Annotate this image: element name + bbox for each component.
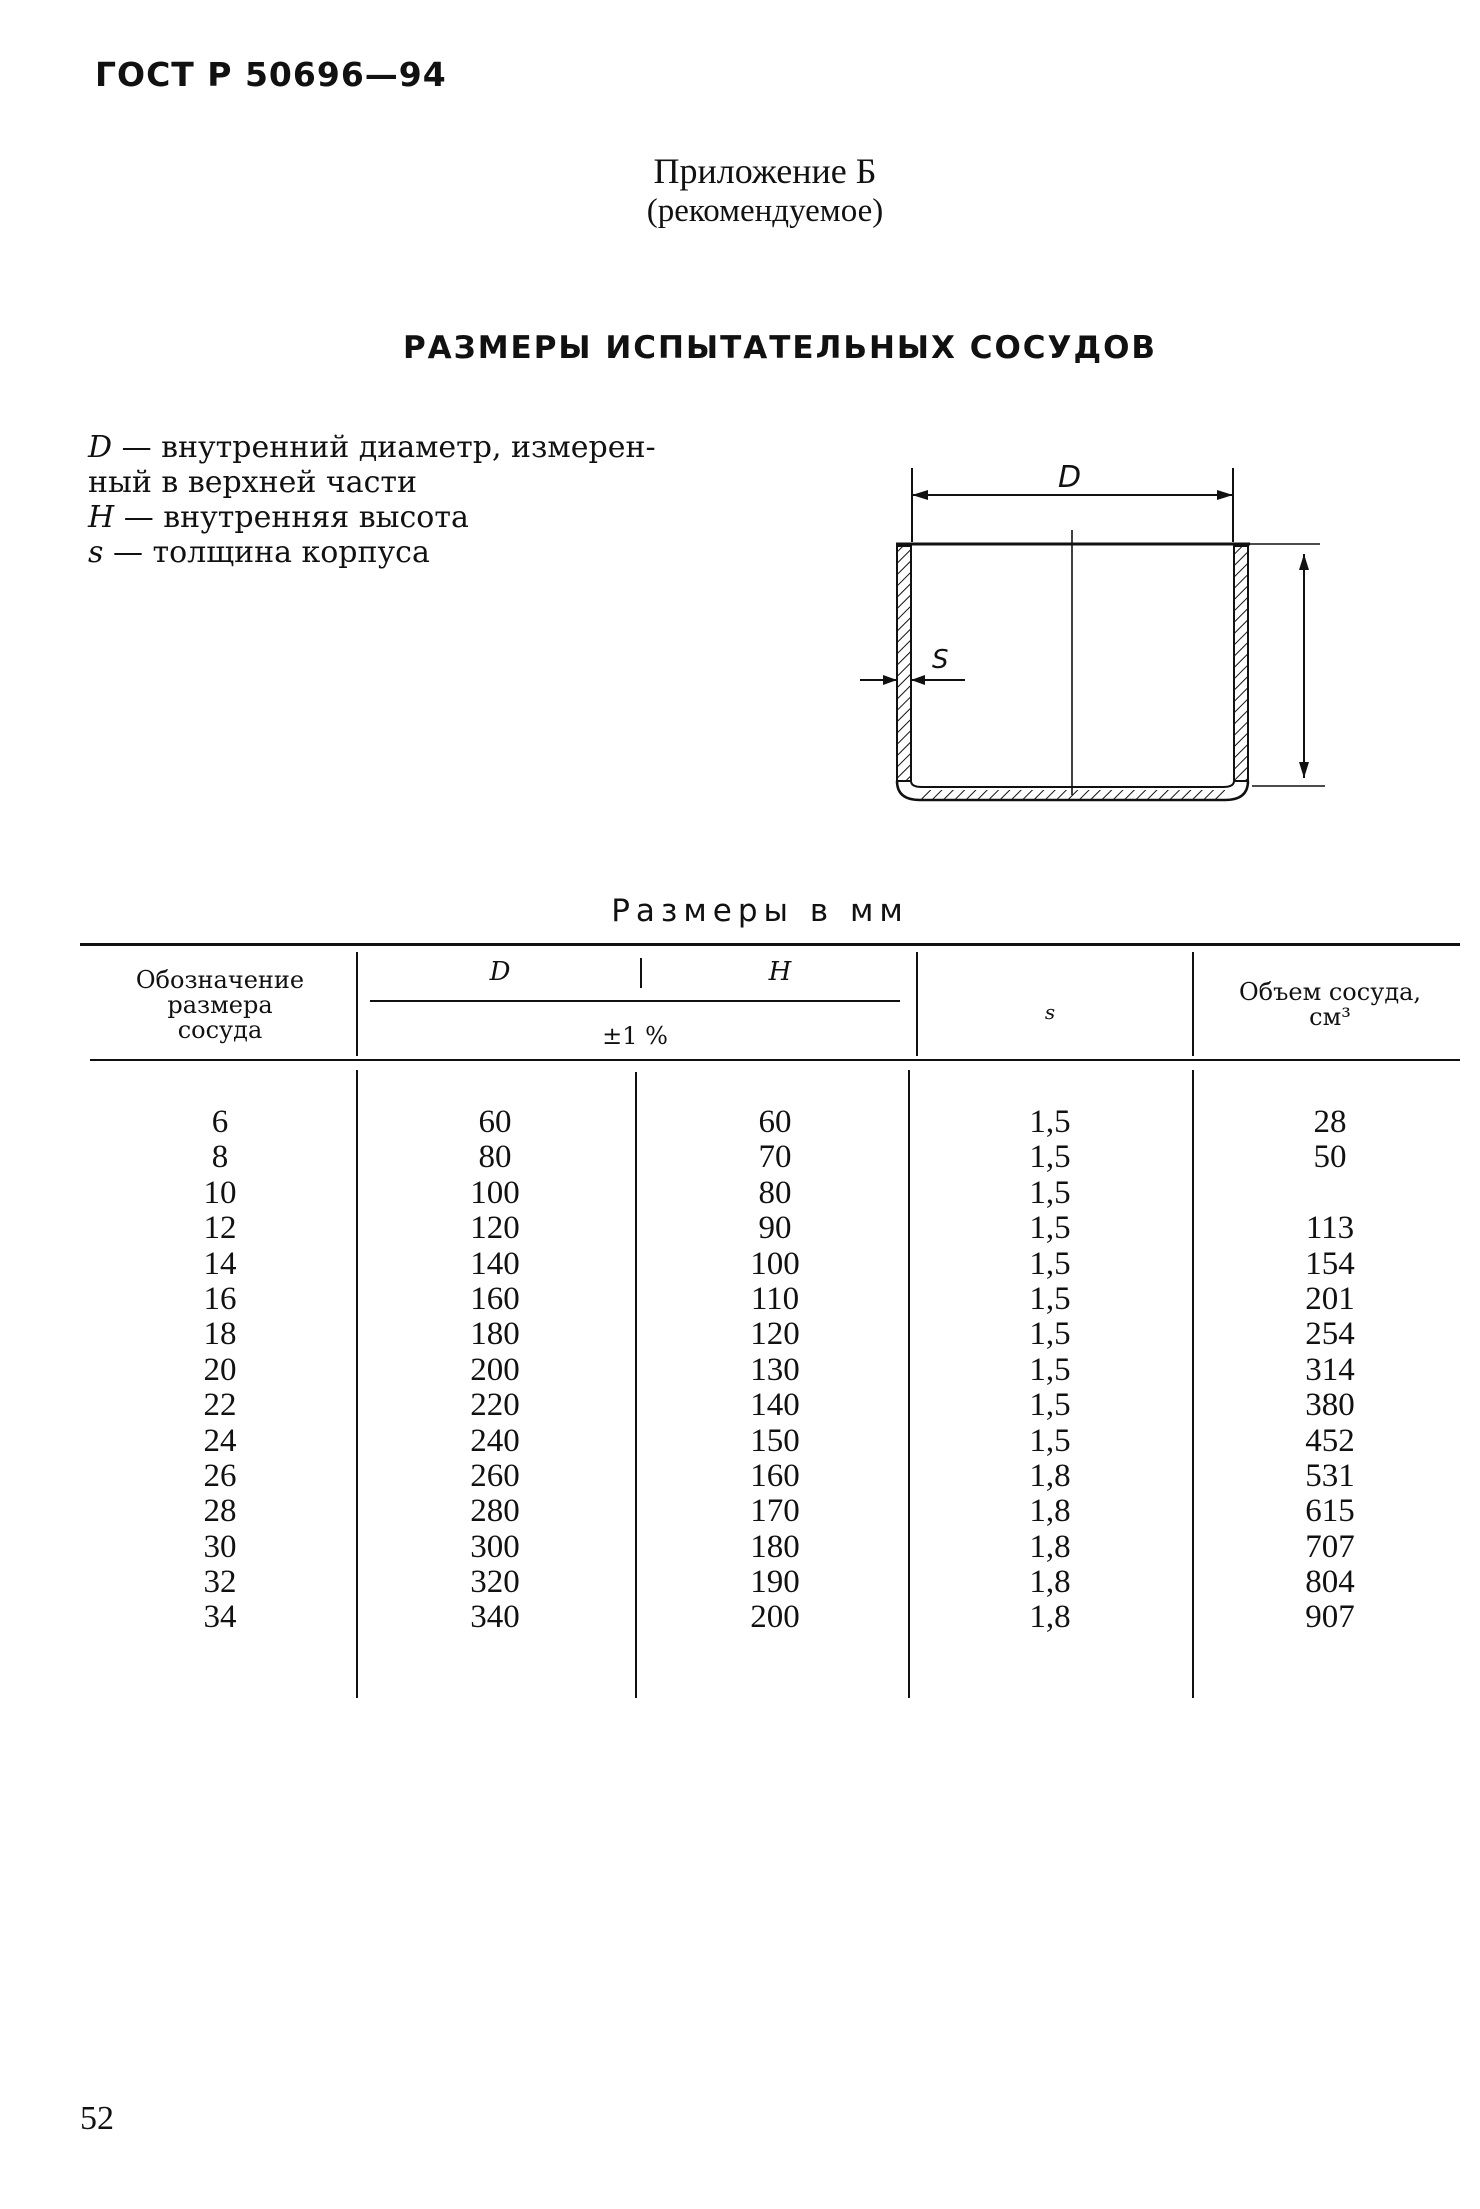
table-cell: 340 bbox=[470, 1599, 520, 1636]
table-cell: 6 bbox=[211, 1104, 229, 1140]
table-cell: 34 bbox=[203, 1599, 237, 1636]
table-cell: 280 bbox=[470, 1493, 520, 1530]
table-cell: 907 bbox=[1305, 1599, 1355, 1636]
table-cell: 615 bbox=[1305, 1493, 1355, 1530]
header-divider-3 bbox=[916, 952, 918, 1056]
diagram-label-s: S bbox=[932, 645, 949, 675]
table-cell: 80 bbox=[478, 1139, 512, 1176]
table-cell: 28 bbox=[1313, 1104, 1347, 1140]
header-s: s bbox=[1044, 1000, 1056, 1024]
table-cell: 20 bbox=[203, 1351, 237, 1388]
table-cell: 60 bbox=[478, 1104, 512, 1140]
table-cell: 380 bbox=[1305, 1387, 1355, 1424]
table-cell: 180 bbox=[750, 1528, 800, 1565]
table-cell: 1,5 bbox=[1029, 1245, 1071, 1282]
table-cell: 300 bbox=[470, 1528, 520, 1565]
table-cell: 32 bbox=[203, 1564, 237, 1601]
table-cell bbox=[1265, 1176, 1395, 1211]
column-h bbox=[715, 1105, 835, 1636]
table-cell: 1,8 bbox=[1029, 1599, 1071, 1636]
header-bottom-rule bbox=[90, 1059, 1460, 1061]
table-cell: 531 bbox=[1305, 1457, 1355, 1494]
table-cell: 1,5 bbox=[1029, 1351, 1071, 1388]
table-cell: 30 bbox=[203, 1528, 237, 1565]
table-cell: 140 bbox=[750, 1387, 800, 1424]
table-cell: 1,8 bbox=[1029, 1528, 1071, 1565]
table-cell: 24 bbox=[203, 1422, 237, 1459]
column-s bbox=[990, 1105, 1110, 1636]
table-cell: 180 bbox=[470, 1316, 520, 1353]
table-cell: 707 bbox=[1305, 1528, 1355, 1565]
table-top-rule bbox=[80, 943, 1460, 946]
units-caption: Размеры в мм bbox=[611, 893, 909, 929]
header-h: H bbox=[768, 957, 792, 987]
table-cell: 100 bbox=[750, 1245, 800, 1282]
table-cell: 12 bbox=[203, 1210, 237, 1247]
header-divider-dh bbox=[640, 958, 642, 988]
table-cell: 1,5 bbox=[1029, 1174, 1071, 1211]
table-cell: 113 bbox=[1305, 1210, 1355, 1247]
document-header: ГОСТ Р 50696—94 bbox=[95, 55, 447, 94]
table-cell: 1,5 bbox=[1029, 1210, 1071, 1247]
table-cell: 1,5 bbox=[1029, 1139, 1071, 1176]
symbol-legend bbox=[88, 430, 758, 570]
vessel-diagram bbox=[840, 450, 1340, 830]
table-cell: 1,8 bbox=[1029, 1457, 1071, 1494]
table-cell: 60 bbox=[758, 1104, 792, 1140]
header-d: D bbox=[489, 957, 511, 987]
table-cell: 14 bbox=[203, 1245, 237, 1282]
legend-item-h: H — внутренняя высота bbox=[88, 500, 469, 535]
body-divider-2 bbox=[635, 1072, 637, 1698]
table-cell: 1,5 bbox=[1029, 1280, 1071, 1317]
table-cell: 804 bbox=[1305, 1564, 1355, 1601]
table-cell: 130 bbox=[750, 1351, 800, 1388]
table-cell: 120 bbox=[470, 1210, 520, 1247]
table-cell: 201 bbox=[1305, 1280, 1355, 1317]
table-cell: 314 bbox=[1305, 1351, 1355, 1388]
table-cell: 28 bbox=[203, 1493, 237, 1530]
header-tolerance: ±1 % bbox=[602, 1022, 668, 1050]
header-volume: Объем сосуда, см³ bbox=[1238, 978, 1422, 1031]
header-divider-1 bbox=[356, 952, 358, 1056]
column-designation bbox=[160, 1105, 280, 1636]
table-cell: 26 bbox=[203, 1457, 237, 1494]
legend-item-d: D — внутренний диаметр, измерен- bbox=[88, 430, 656, 465]
table-cell: 240 bbox=[470, 1422, 520, 1459]
table-cell: 22 bbox=[203, 1387, 237, 1424]
header-designation: Обозначение размера сосуда bbox=[135, 966, 305, 1044]
table-cell: 140 bbox=[470, 1245, 520, 1282]
table-cell: 220 bbox=[470, 1387, 520, 1424]
table-cell: 120 bbox=[750, 1316, 800, 1353]
header-divider-4 bbox=[1192, 952, 1194, 1056]
table-cell: 10 bbox=[203, 1174, 237, 1211]
table-cell: 1,5 bbox=[1029, 1104, 1071, 1140]
table-cell: 1,5 bbox=[1029, 1422, 1071, 1459]
appendix-status: (рекомендуемое) bbox=[646, 193, 884, 229]
column-d bbox=[435, 1105, 555, 1636]
table-cell: 160 bbox=[750, 1457, 800, 1494]
table-cell: 170 bbox=[750, 1493, 800, 1530]
header-inner-rule bbox=[370, 1000, 900, 1002]
body-divider-3 bbox=[908, 1070, 910, 1698]
page-number: 52 bbox=[80, 2100, 114, 2137]
table-cell: 160 bbox=[470, 1280, 520, 1317]
table-cell: 16 bbox=[203, 1280, 237, 1317]
table-cell: 18 bbox=[203, 1316, 237, 1353]
table-cell: 1,5 bbox=[1029, 1387, 1071, 1424]
column-volume bbox=[1265, 1105, 1395, 1636]
table-cell: 70 bbox=[758, 1139, 792, 1176]
table-cell: 254 bbox=[1305, 1316, 1355, 1353]
table-cell: 320 bbox=[470, 1564, 520, 1601]
table-cell: 8 bbox=[211, 1139, 229, 1176]
table-cell: 452 bbox=[1305, 1422, 1355, 1459]
table-cell: 90 bbox=[758, 1210, 792, 1247]
legend-item-d-cont: ный в верхней части bbox=[88, 465, 417, 500]
table-cell: 260 bbox=[470, 1457, 520, 1494]
table-cell: 50 bbox=[1313, 1139, 1347, 1176]
table-cell: 110 bbox=[750, 1280, 800, 1317]
table-cell: 200 bbox=[750, 1599, 800, 1636]
page-title: РАЗМЕРЫ ИСПЫТАТЕЛЬНЫХ СОСУДОВ bbox=[402, 330, 1158, 366]
table-cell: 150 bbox=[750, 1422, 800, 1459]
table-cell: 80 bbox=[758, 1174, 792, 1211]
body-divider-4 bbox=[1192, 1070, 1194, 1698]
table-cell: 154 bbox=[1305, 1245, 1355, 1282]
table-cell: 1,5 bbox=[1029, 1316, 1071, 1353]
table-cell: 200 bbox=[470, 1351, 520, 1388]
table-cell: 100 bbox=[470, 1174, 520, 1211]
diagram-label-d: D bbox=[1058, 460, 1082, 495]
legend-item-s: s — толщина корпуса bbox=[88, 535, 430, 570]
table-cell: 1,8 bbox=[1029, 1564, 1071, 1601]
table-cell: 1,8 bbox=[1029, 1493, 1071, 1530]
table-cell: 190 bbox=[750, 1564, 800, 1601]
body-divider-1 bbox=[356, 1070, 358, 1698]
appendix-label: Приложение Б bbox=[653, 151, 877, 191]
